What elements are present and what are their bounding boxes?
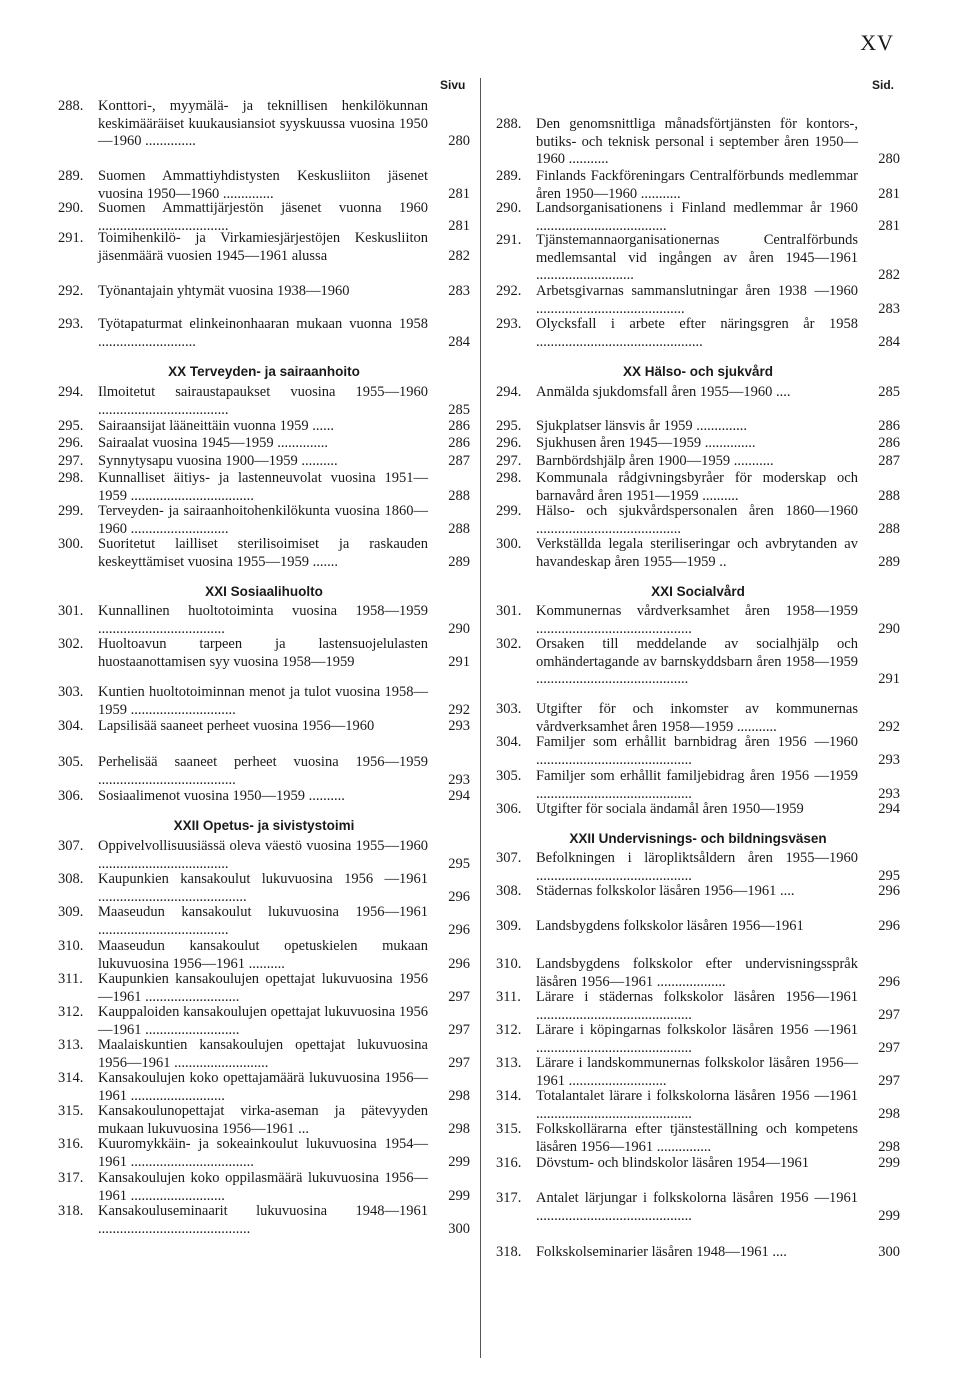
page-reference: 297 [878,1039,900,1056]
table-title: Kuntien huoltotoiminnan menot ja tulot vuosina 1958—1959 ............................. [98,684,428,718]
page-reference: 297 [448,988,470,1005]
table-number: 308. [496,883,522,899]
toc-entry [58,1136,470,1171]
page-reference: 299 [448,1153,470,1170]
table-title: Toimihenkilö- ja Virkamiesjärjestöjen Keskusliiton jäsenmäärä vuosien 1945—1961 alussa [98,230,428,264]
toc-entry [496,734,900,769]
table-title: Befolkningen i läropliktsåldern åren 1955—1960 ........................................... [536,850,858,884]
table-number: 311. [58,971,83,987]
table-title: Sjukhusen åren 1945—1959 .............. [536,435,756,451]
toc-entry [496,636,900,689]
page-reference: 292 [448,701,470,718]
table-title: Barnbördshjälp åren 1900—1959 ........... [536,453,774,469]
toc-entry [496,453,900,471]
toc-entry [496,1244,900,1262]
toc-entry [496,956,900,991]
table-title: Landsbygdens folkskolor efter undervisningsspråk läsåren 1956—1961 ................... [536,956,858,990]
table-number: 302. [496,636,522,652]
table-number: 316. [58,1136,84,1152]
table-number: 314. [58,1070,84,1086]
table-title: Landsbygdens folkskolor läsåren 1956—1961 [536,918,804,934]
page-reference: 289 [878,553,900,570]
page-reference: 298 [448,1120,470,1137]
table-title: Antalet lärjungar i folkskolorna läsåren 1956 —1961 ........................................... [536,1190,858,1224]
page-reference: 300 [878,1244,900,1260]
table-number: 307. [496,850,522,866]
page-reference: 285 [448,401,470,418]
section-heading: XX Terveyden- ja sairaanhoito [168,364,360,379]
toc-entry [496,470,900,505]
toc-entry [58,1103,470,1138]
toc-entry [496,1055,900,1090]
toc-entry [58,98,470,151]
table-number: 291. [58,230,84,246]
section-heading: XX Hälso- och sjukvård [622,364,774,379]
toc-entry [58,384,470,419]
page-reference: 287 [878,453,900,469]
page-reference: 296 [878,973,900,990]
page-reference: 282 [878,267,900,283]
table-number: 290. [58,200,84,216]
toc-entry [496,768,900,803]
table-title: Kommunernas vårdverksamhet åren 1958—1959 ........................................... [536,603,858,637]
table-number: 313. [58,1037,84,1053]
page-reference: 286 [878,435,900,451]
page-reference: 281 [448,217,470,234]
table-title: Suoritetut lailliset sterilisoimiset ja raskauden keskeyttämiset vuosina 1955—1959 ....... [98,536,428,570]
table-number: 296. [58,435,84,451]
toc-entry [496,1121,900,1156]
page-reference: 296 [448,921,470,938]
table-number: 307. [58,838,84,854]
toc-entry [496,801,900,819]
table-number: 298. [58,470,84,486]
table-title: Työnantajain yhtymät vuosina 1938—1960 [98,283,350,299]
toc-entry [58,316,470,351]
column-divider [480,78,481,1358]
page-reference: 283 [448,283,470,299]
toc-entry [496,1022,900,1057]
toc-entry [58,1203,470,1238]
page-reference: 298 [448,1087,470,1104]
table-title: Terveyden- ja sairaanhoitohenkilökunta vuosina 1860—1960 ........................... [98,503,428,537]
table-number: 289. [58,168,84,184]
section-heading: XXII Opetus- ja sivistystoimi [173,818,355,833]
page-reference: 280 [448,133,470,149]
table-number: 297. [496,453,522,469]
table-number: 292. [496,283,522,299]
page-reference: 295 [448,855,470,872]
table-number: 299. [58,503,84,519]
page-reference: 282 [448,247,470,264]
table-number: 310. [58,938,84,954]
toc-entry [58,838,470,873]
toc-entry [58,418,470,436]
table-number: 317. [58,1170,84,1186]
toc-entry [58,283,470,301]
page-reference: 293 [448,718,470,734]
table-number: 318. [496,1244,522,1260]
table-number: 303. [58,684,84,700]
toc-entry [58,1170,470,1205]
table-title: Kaupunkien kansakoulut lukuvuosina 1956 —1961 ......................................... [98,871,428,905]
table-number: 315. [496,1121,522,1137]
page-reference: 288 [448,487,470,504]
page-number: XV [860,30,894,55]
table-title: Landsorganisationens i Finland medlemmar år 1960 .................................... [536,200,858,234]
toc-entry [58,603,470,638]
toc-entry [58,230,470,265]
toc-entry [58,1070,470,1105]
table-title: Familjer som erhållit familjebidrag åren 1956 —1959 ........................................... [536,768,858,802]
table-number: 288. [496,116,522,132]
page-reference: 284 [448,333,470,350]
table-title: Kansakoulunopettajat virka-aseman ja pätevyyden mukaan lukuvuosina 1956—1961 ... [98,1103,428,1137]
toc-entry [496,536,900,571]
toc-entry [496,116,900,169]
table-number: 306. [58,788,84,804]
toc-entry [496,503,900,538]
page-reference: 290 [448,620,470,637]
table-title: Familjer som erhållit barnbidrag åren 1956 —1960 ........................................... [536,734,858,768]
toc-entry [496,283,900,318]
left-page-column-header: Sivu [440,78,466,92]
table-title: Sairaalat vuosina 1945—1959 .............. [98,435,328,451]
section-heading: XXII Undervisnings- och bildningsväsen [569,831,827,846]
page-reference: 296 [448,955,470,972]
table-number: 305. [496,768,522,784]
table-title: Orsaken till meddelande av socialhjälp och omhändertagande av barnskyddsbarn åren 1958—1959 .......................................... [536,636,858,687]
toc-entry [58,636,470,671]
table-title: Kuuromykkäin- ja sokeainkoulut lukuvuosina 1954—1961 .................................. [98,1136,428,1170]
table-title: Hälso- och sjukvårdspersonalen åren 1860—1960 ........................................ [536,503,858,537]
page-reference: 293 [878,751,900,768]
page-reference: 297 [878,1006,900,1023]
page-reference: 296 [448,888,470,905]
table-title: Verkställda legala steriliseringar och avbrytanden av havandeskap åren 1955—1959 .. [536,536,858,570]
toc-entry [496,1155,900,1173]
table-title: Kansakoulujen koko opettajamäärä lukuvuosina 1956—1961 .......................... [98,1070,428,1104]
table-number: 290. [496,200,522,216]
table-title: Sjukplatser länsvis år 1959 .............. [536,418,748,434]
table-title: Sairaansijat lääneittäin vuonna 1959 ...... [98,418,334,434]
table-number: 301. [496,603,522,619]
table-number: 312. [58,1004,84,1020]
page-reference: 293 [448,771,470,788]
table-title: Kauppaloiden kansakoulujen opettajat lukuvuosina 1956—1961 .......................... [98,1004,428,1038]
page-reference: 283 [878,300,900,317]
table-title: Kansakoulujen koko oppilasmäärä lukuvuosina 1956—1961 .......................... [98,1170,428,1204]
toc-entry [496,883,900,901]
page-reference: 291 [448,653,470,670]
toc-entry [496,418,900,436]
right-page-column-header: Sid. [872,78,895,92]
toc-entry [58,684,470,719]
table-title: Huoltoavun tarpeen ja lastensuojelulasten huostaanottamisen syy vuosina 1958—1959 [98,636,428,670]
page-reference: 281 [878,185,900,202]
toc-entry [496,168,900,203]
toc-entry [58,1037,470,1072]
table-title: Finlands Fackföreningars Centralförbunds medlemmar åren 1950—1960 ........... [536,168,858,202]
table-title: Suomen Ammattijärjestön jäsenet vuonna 1960 .................................... [98,200,428,234]
table-title: Työtapaturmat elinkeinonhaaran mukaan vuonna 1958 ........................... [98,316,428,350]
toc-entry [58,536,470,571]
page-reference: 299 [878,1155,900,1171]
table-title: Den genomsnittliga månadsförtjänsten för kontors-, butiks- och teknisk personal i september åren 1950—1960 ........... [536,116,858,167]
page-reference: 299 [878,1207,900,1224]
page-reference: 281 [448,185,470,202]
toc-entry [58,470,470,505]
page-reference: 290 [878,620,900,637]
table-title: Tjänstemannaorganisationernas Centralförbunds medlemsantal vid ingången av åren 1945—1961 ........................... [536,232,858,283]
table-number: 309. [496,918,522,934]
table-number: 288. [58,98,84,114]
table-number: 291. [496,232,522,248]
toc-entry [58,938,470,973]
table-number: 305. [58,754,84,770]
table-title: Lärare i städernas folkskolor läsåren 1956—1961 ........................................... [536,989,858,1023]
toc-entry [496,232,900,285]
table-title: Lapsilisää saaneet perheet vuosina 1956—1960 [98,718,375,734]
toc-entry [496,200,900,235]
page-reference: 293 [878,785,900,802]
table-number: 317. [496,1190,522,1206]
page-reference: 289 [448,553,470,570]
toc-entry [58,871,470,906]
page-reference: 288 [878,487,900,504]
table-title: Maalaiskuntien kansakoulujen opettajat lukuvuosina 1956—1961 .......................... [98,1037,428,1071]
table-title: Dövstum- och blindskolor läsåren 1954—1961 [536,1155,810,1171]
table-number: 311. [496,989,521,1005]
page-reference: 285 [878,384,900,400]
toc-entry [58,718,470,736]
table-number: 299. [496,503,522,519]
table-number: 295. [496,418,522,434]
toc-entry [496,316,900,351]
table-number: 293. [496,316,522,332]
page-reference: 294 [448,788,470,804]
toc-entry [58,1004,470,1039]
table-number: 306. [496,801,522,817]
page-reference: 299 [448,1187,470,1204]
table-number: 314. [496,1088,522,1104]
page-reference: 296 [878,918,900,934]
table-number: 308. [58,871,84,887]
table-number: 315. [58,1103,84,1119]
page-reference: 297 [878,1072,900,1089]
table-title: Maaseudun kansakoulut lukuvuosina 1956—1961 .................................... [98,904,428,938]
toc-entry [496,989,900,1024]
table-number: 302. [58,636,84,652]
table-number: 313. [496,1055,522,1071]
table-title: Folkskollärarna efter tjänsteställning och kompetens läsåren 1956—1961 ............... [536,1121,858,1155]
table-number: 296. [496,435,522,451]
page-reference: 295 [878,867,900,884]
table-number: 304. [496,734,522,750]
page-reference: 288 [878,520,900,537]
table-title: Städernas folkskolor läsåren 1956—1961 .... [536,883,795,899]
table-number: 310. [496,956,522,972]
table-title: Konttori-, myymälä- ja teknillisen henkilökunnan keskimääräiset kuukausiansiot syyskuussa vuosina 1950—1960 .............. [98,98,428,149]
table-title: Sosiaalimenot vuosina 1950—1959 .......... [98,788,345,804]
table-number: 300. [496,536,522,552]
toc-entry [496,603,900,638]
table-title: Kunnallinen huoltotoiminta vuosina 1958—1959 ................................... [98,603,428,637]
page-reference: 292 [878,718,900,735]
table-number: 294. [58,384,84,400]
table-title: Ilmoitetut sairaustapaukset vuosina 1955—1960 .................................... [98,384,428,418]
table-title: Maaseudun kansakoulut opetuskielen mukaan lukuvuosina 1956—1961 .......... [98,938,428,972]
page-reference: 297 [448,1054,470,1071]
table-number: 304. [58,718,84,734]
table-title: Olycksfall i arbete efter näringsgren år 1958 .............................................. [536,316,858,350]
table-number: 294. [496,384,522,400]
toc-entry [58,503,470,538]
table-title: Synnytysapu vuosina 1900—1959 .......... [98,453,338,469]
page-reference: 297 [448,1021,470,1038]
table-number: 298. [496,470,522,486]
page-reference: 296 [878,883,900,899]
page-reference: 298 [878,1138,900,1155]
table-number: 293. [58,316,84,332]
page-reference: 281 [878,217,900,234]
page-reference: 286 [878,418,900,434]
table-title: Kunnalliset äitiys- ja lastenneuvolat vuosina 1951—1959 .................................. [98,470,428,504]
toc-entry [496,918,900,936]
toc-entry [58,435,470,453]
table-title: Arbetsgivarnas sammanslutningar åren 1938 —1960 ......................................... [536,283,858,317]
table-number: 318. [58,1203,84,1219]
table-number: 292. [58,283,84,299]
section-heading: XXI Socialvård [651,584,745,599]
toc-entry [496,1190,900,1225]
toc-entry [58,168,470,203]
table-title: Kaupunkien kansakoulujen opettajat lukuvuosina 1956—1961 .......................... [98,971,428,1005]
table-title: Oppivelvollisuusiässä oleva väestö vuosina 1955—1960 .................................... [98,838,428,872]
page-reference: 291 [878,671,900,687]
table-number: 297. [58,453,84,469]
table-number: 300. [58,536,84,552]
table-number: 303. [496,701,522,717]
table-title: Anmälda sjukdomsfall åren 1955—1960 .... [536,384,791,400]
toc-entry [58,971,470,1006]
toc-entry [496,435,900,453]
toc-entry [496,1088,900,1123]
table-title: Totalantalet lärare i folkskolorna läsåren 1956 —1961 ........................................... [536,1088,858,1122]
page-reference: 294 [878,801,900,817]
table-title: Folkskolseminarier läsåren 1948—1961 .... [536,1244,787,1260]
page-reference: 280 [878,151,900,167]
table-title: Kansakouluseminaarit lukuvuosina 1948—1961 .......................................... [98,1203,428,1237]
table-title: Utgifter för sociala ändamål åren 1950—1959 [536,801,804,817]
toc-entry [58,788,470,806]
page-reference: 286 [448,418,470,434]
toc-entry [58,754,470,789]
table-title: Lärare i landskommunernas folkskolor läsåren 1956—1961 ........................... [536,1055,858,1089]
toc-entry [496,701,900,736]
page-reference: 286 [448,435,470,451]
table-number: 301. [58,603,84,619]
table-title: Kommunala rådgivningsbyråer för moderskap och barnavård åren 1951—1959 .......... [536,470,858,504]
table-number: 312. [496,1022,522,1038]
table-number: 309. [58,904,84,920]
toc-entry [58,453,470,471]
table-title: Perhelisää saaneet perheet vuosina 1956—1959 ...................................... [98,754,428,788]
page-reference: 288 [448,520,470,537]
page-reference: 284 [878,333,900,350]
page-reference: 298 [878,1105,900,1122]
table-number: 316. [496,1155,522,1171]
page-reference: 300 [448,1220,470,1237]
page-reference: 287 [448,453,470,469]
table-number: 289. [496,168,522,184]
section-heading: XXI Sosiaalihuolto [205,584,323,599]
toc-entry [496,384,900,402]
toc-entry [58,904,470,939]
table-title: Suomen Ammattiyhdistysten Keskusliiton jäsenet vuosina 1950—1960 .............. [98,168,428,202]
toc-entry [496,850,900,885]
table-title: Lärare i köpingarnas folkskolor läsåren 1956 —1961 ........................................... [536,1022,858,1056]
table-number: 295. [58,418,84,434]
table-title: Utgifter för och inkomster av kommunernas vårdverksamhet åren 1958—1959 ........... [536,701,858,735]
